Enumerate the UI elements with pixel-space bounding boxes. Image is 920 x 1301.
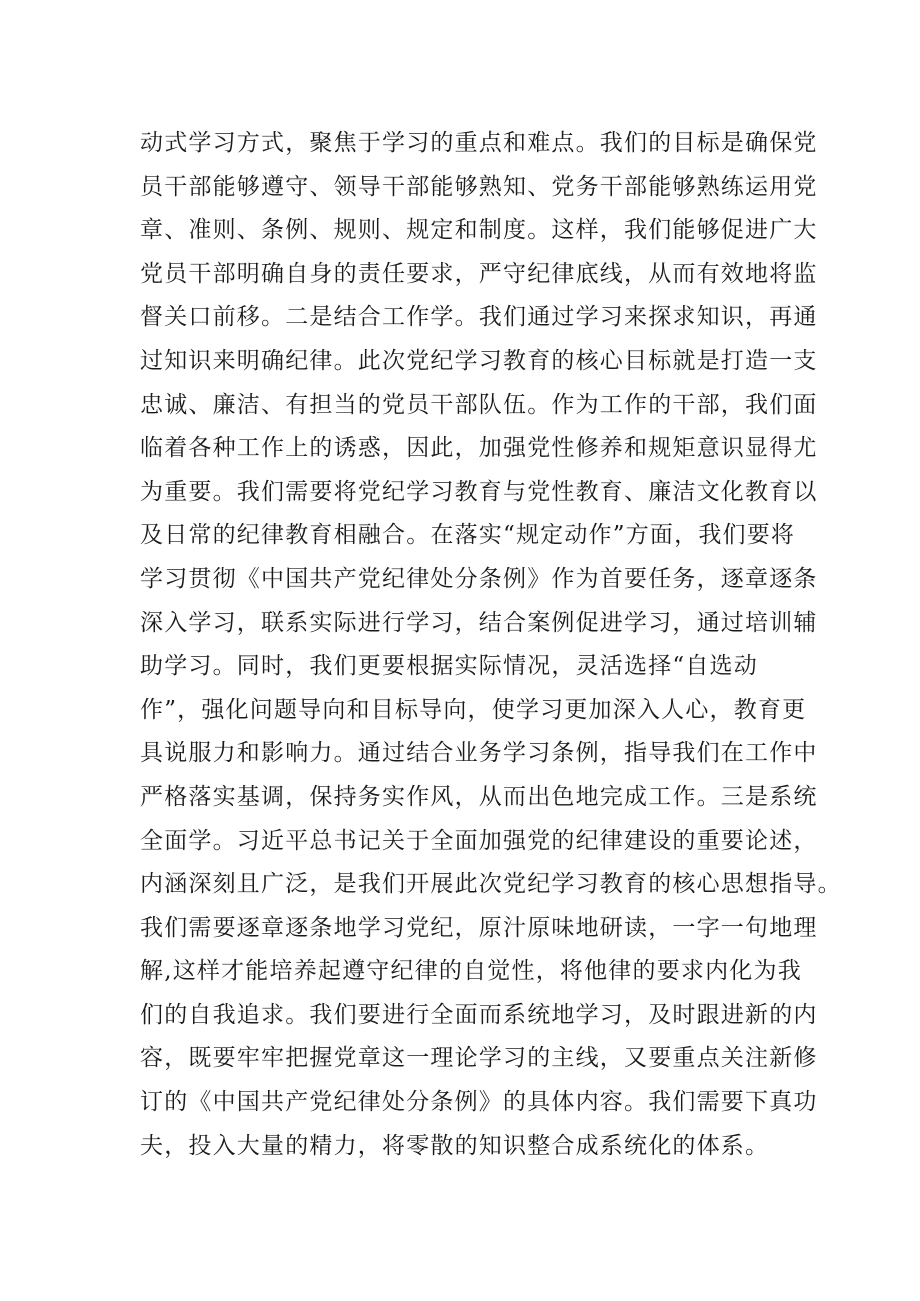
- text-line: 忠诚、廉洁、有担当的党员干部队伍。作为工作的干部，我们面: [140, 391, 818, 418]
- text-line: 学习贯彻《中国共产党纪律处分条例》作为首要任务，逐章逐条: [140, 565, 818, 592]
- text-line: 员干部能够遵守、领导干部能够熟知、党务干部能够熟练运用党: [140, 173, 818, 200]
- text-line: 助学习。同时，我们更要根据实际情况，灵活选择“自选动: [140, 653, 758, 680]
- text-line: 深入学习，联系实际进行学习，结合案例促进学习，通过培训辅: [140, 609, 818, 636]
- text-line: 具说服力和影响力。通过结合业务学习条例，指导我们在工作中: [140, 740, 818, 767]
- text-line: 及日常的纪律教育相融合。在落实“规定动作”方面，我们要将: [140, 522, 796, 549]
- text-line: 内涵深刻且广泛，是我们开展此次党纪学习教育的核心思想指导。: [140, 871, 842, 898]
- text-line: 动式学习方式，聚焦于学习的重点和难点。我们的目标是确保党: [140, 130, 818, 156]
- body-paragraph: [140, 122, 842, 1168]
- text-line: 临着各种工作上的诱惑，因此，加强党性修养和规矩意识显得尤: [140, 435, 818, 462]
- text-line: 党员干部明确自身的责任要求，严守纪律底线，从而有效地将监: [140, 260, 818, 287]
- text-line: 全面学。习近平总书记关于全面加强党的纪律建设的重要论述，: [140, 827, 818, 854]
- text-line: 过知识来明确纪律。此次党纪学习教育的核心目标就是打造一支: [140, 347, 818, 374]
- text-line: 夫，投入大量的精力，将零散的知识整合成系统化的体系。: [140, 1132, 770, 1159]
- text-line: 督关口前移。二是结合工作学。我们通过学习来探求知识，再通: [140, 304, 818, 331]
- text-line: 为重要。我们需要将党纪学习教育与党性教育、廉洁文化教育以: [140, 478, 818, 505]
- text-line: 作”，强化问题导向和目标导向，使学习更加深入人心，教育更: [140, 696, 807, 723]
- text-line: 我们需要逐章逐条地学习党纪，原汁原味地研读，一字一句地理: [140, 914, 818, 941]
- text-line: 章、准则、条例、规则、规定和制度。这样，我们能够促进广大: [140, 217, 818, 244]
- text-line: 订的《中国共产党纪律处分条例》的具体内容。我们需要下真功: [140, 1089, 818, 1116]
- text-line: 容，既要牢牢把握党章这一理论学习的主线，又要重点关注新修: [140, 1045, 818, 1072]
- text-line: 解,这样才能培养起遵守纪律的自觉性，将他律的要求内化为我: [140, 958, 802, 985]
- text-line: 严格落实基调，保持务实作风，从而出色地完成工作。三是系统: [140, 783, 818, 810]
- text-line: 们的自我追求。我们要进行全面而系统地学习，及时跟进新的内: [140, 1001, 818, 1028]
